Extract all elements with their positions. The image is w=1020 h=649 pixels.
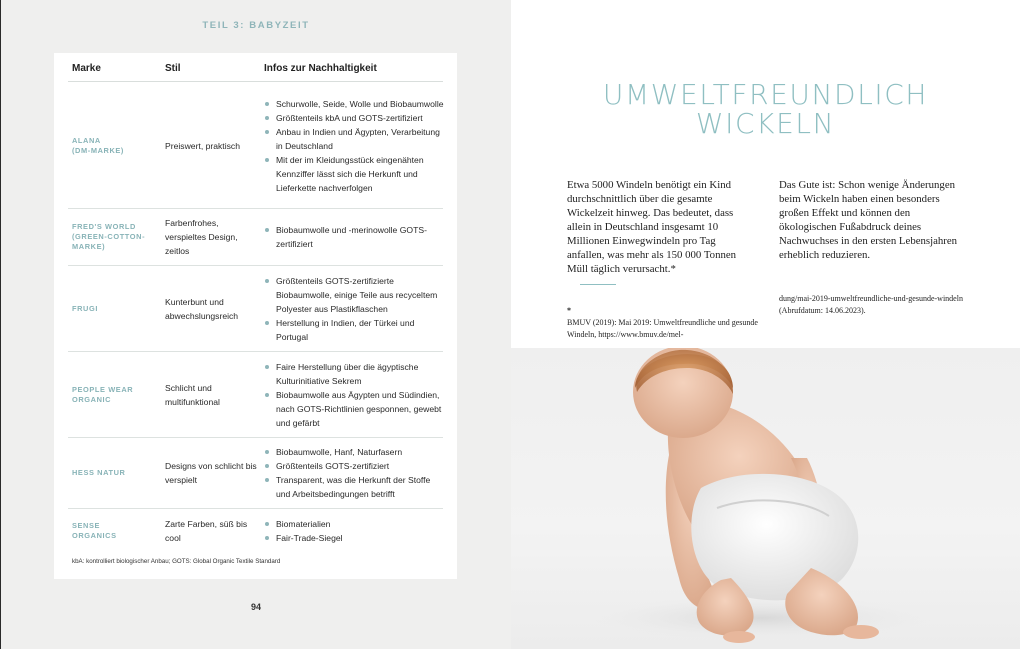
list-item: Transparent, was die Herkunft der Stoffe und Arbeitsbedingungen betrifft <box>264 473 444 501</box>
brand-style: Schlicht und multifunktional <box>165 382 220 407</box>
body-text-column-2: Das Gute ist: Schon wenige Änderungen beim Wickeln haben einen besonders großen Effekt und können den ökologischen Fußabdruck deines Nachwuchses in den ersten Lebensjahren erheblich reduzieren. <box>779 179 958 261</box>
brand-table <box>54 53 457 579</box>
footnote-divider <box>580 284 616 285</box>
table-row <box>68 266 443 352</box>
sustainability-info-list <box>264 445 444 501</box>
title-line-2: WICKELN <box>695 107 836 140</box>
list-item: Biomaterialien <box>264 517 444 531</box>
table-row <box>68 84 443 209</box>
brand-style: Kunterbunt und abwechslungsreich <box>165 296 239 321</box>
section-title <box>511 80 1020 138</box>
list-item: Faire Herstellung über die ägyptische Kulturinitiative Sekrem <box>264 360 444 388</box>
table-header-brand: Marke <box>72 63 101 74</box>
table-row <box>68 209 443 266</box>
list-item: Anbau in Indien und Ägypten, Verarbeitung in Deutschland <box>264 125 444 153</box>
list-item: Biobaumwolle und -merinowolle GOTS-zertifiziert <box>264 223 444 251</box>
sustainability-info-list <box>264 274 444 344</box>
footnote-text-1: BMUV (2019): Mai 2019: Umweltfreundliche und gesunde Windeln, https://www.bmuv.de/mel- <box>567 318 758 339</box>
list-item: Größtenteils GOTS-zertifizierte Biobaumwolle, einige Teile aus recyceltem Polyester aus Plastikflaschen <box>264 274 444 316</box>
table-header-info: Infos zur Nachhaltigkeit <box>264 63 377 74</box>
table-header-style: Stil <box>165 63 181 74</box>
brand-name: HESS NATUR <box>72 468 126 477</box>
footnote-column-2: dung/mai-2019-umweltfreundliche-und-gesunde-windeln (Abrufdatum: 14.06.2023). <box>779 294 963 315</box>
running-head: TEIL 3: BABYZEIT <box>202 20 310 31</box>
table-row <box>68 509 443 553</box>
baby-in-diaper-crawling-illustration <box>511 348 1020 649</box>
brand-name: ALANA (DM-MARKE) <box>72 136 124 155</box>
title-line-1: UMWELTFREUNDLICH <box>602 78 929 111</box>
list-item: Schurwolle, Seide, Wolle und Biobaumwolle <box>264 97 444 111</box>
left-page <box>1 0 511 649</box>
brand-style: Zarte Farben, süß bis cool <box>165 519 248 543</box>
sustainability-info-list <box>264 223 444 251</box>
footnote-mark: * <box>567 306 571 315</box>
page-number: 94 <box>250 602 261 612</box>
sustainability-info-list <box>264 360 444 430</box>
right-page <box>511 0 1020 649</box>
sustainability-info-list <box>264 97 444 195</box>
brand-name: FRUGI <box>72 303 98 313</box>
list-item: Fair-Trade-Siegel <box>264 531 444 545</box>
list-item: Biobaumwolle aus Ägypten und Südindien, nach GOTS-Richtlinien gesponnen, gewebt und gefärbt <box>264 388 444 430</box>
brand-style: Farbenfrohes, verspieltes Design, zeitlos <box>165 218 238 256</box>
list-item: Mit der im Kleidungsstück eingenähten Kennziffer lässt sich die Herkunft und Lieferkette nachverfolgen <box>264 153 444 195</box>
brand-style: Designs von schlicht bis verspielt <box>165 461 257 485</box>
baby-photo <box>511 348 1020 649</box>
header-divider <box>68 81 443 82</box>
list-item: Größtenteils kbA und GOTS-zertifiziert <box>264 111 444 125</box>
table-row <box>68 352 443 438</box>
sustainability-info-list <box>264 517 444 545</box>
list-item: Herstellung in Indien, der Türkei und Portugal <box>264 316 444 344</box>
list-item: Biobaumwolle, Hanf, Naturfasern <box>264 445 444 459</box>
brand-name: SENSE ORGANICS <box>72 521 117 540</box>
table-footnote: kbA: kontrolliert biologischer Anbau; GOTS: Global Organic Textile Standard <box>72 558 281 565</box>
list-item: Größtenteils GOTS-zertifiziert <box>264 459 444 473</box>
brand-style: Preiswert, praktisch <box>165 141 240 151</box>
footnote-column-1 <box>567 293 763 341</box>
body-text-column-1: Etwa 5000 Windeln benötigt ein Kind durchschnittlich über die gesamte Wickelzeit hinweg. Das bedeutet, dass allein in Deutschland insgesamt 10 Millionen Einwegwindeln pro Tag anfallen, was mehr als 150 000 Tonnen Müll täglich verursacht.* <box>567 179 737 275</box>
table-row <box>68 438 443 509</box>
brand-name: PEOPLE WEAR ORGANIC <box>72 384 134 404</box>
brand-name: FRED'S WORLD (GREEN-COTTON- MARKE) <box>72 222 146 251</box>
